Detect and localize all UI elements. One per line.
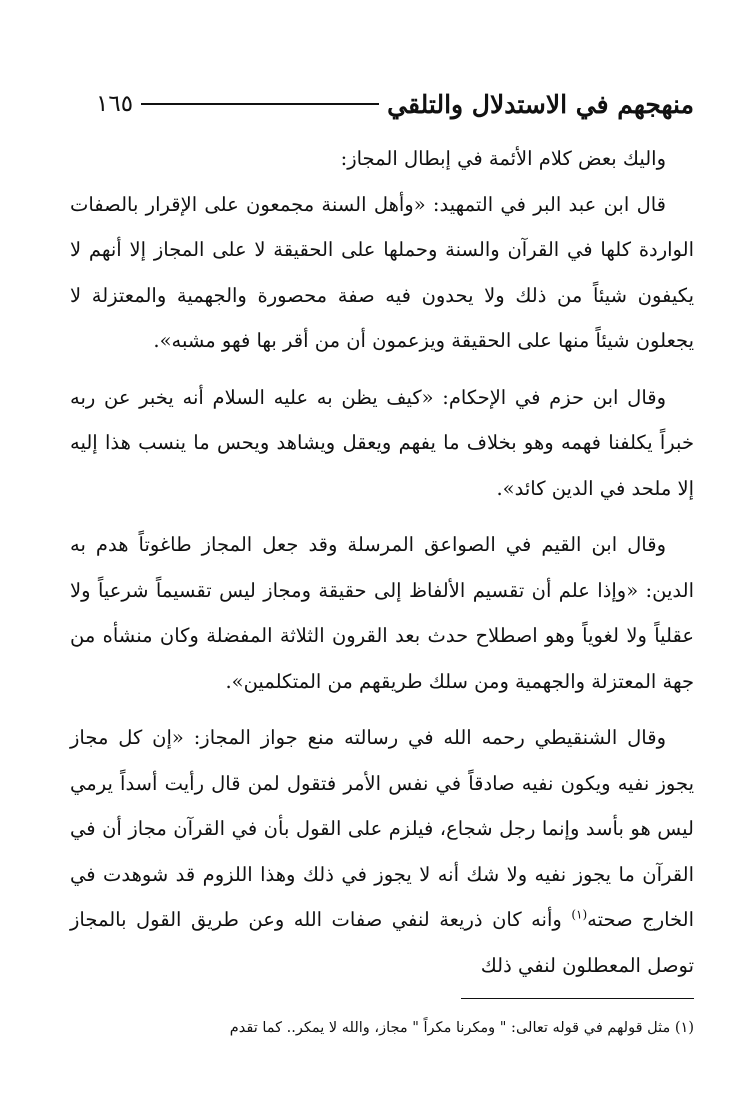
paragraph-ibn-hazm: وقال ابن حزم في الإحكام: «كيف يظن به عليه السلام أنه يخبر عن ربه خبراً يكلفنا فهمه وهو بخلاف ما يفهم ويعقل ويشاهد ويحس ما ينسب هذا إليه إلا ملحد في الدين كائد». bbox=[70, 385, 694, 500]
paragraph-intro: واليك بعض كلام الأئمة في إبطال المجاز: bbox=[340, 147, 666, 170]
footnote-marker[interactable]: (١) bbox=[571, 907, 588, 922]
footnote-separator bbox=[461, 998, 694, 999]
page-body bbox=[70, 136, 694, 988]
header-title: منهجهم في الاستدلال والتلقي bbox=[387, 89, 694, 119]
paragraph-shinqiti-tail: وأنه كان ذريعة لنفي صفات الله وعن طريق القول بالمجاز توصل المعطلون لنفي ذلك bbox=[70, 908, 694, 977]
paragraph-ibn-al-qayyim: وقال ابن القيم في الصواعق المرسلة وقد جعل المجاز طاغوتاً هدم به الدين: «وإذا علم أن تقسيم الألفاظ إلى حقيقة ومجاز ليس تقسيماً شرعياً ولا عقلياً ولا لغوياً وهو اصطلاح حدث بعد القرون الثلاثة المفضلة وكان منشأه من جهة المعتزلة والجهمية ومن سلك طريقهم من المتكلمين». bbox=[70, 533, 694, 693]
header-rule bbox=[141, 103, 379, 105]
paragraph-shinqiti bbox=[70, 715, 694, 988]
running-header bbox=[96, 82, 694, 126]
page-number: ١٦٥ bbox=[96, 91, 134, 117]
footnote: (١) مثل قولهم في قوله تعالى: " ومكرنا مكراً " مجاز، والله لا يمكر.. كما تقدم bbox=[229, 1020, 694, 1036]
paragraph-shinqiti-text: وقال الشنقيطي رحمه الله في رسالته منع جواز المجاز: «إن كل مجاز يجوز نفيه ويكون نفيه صادقاً في نفس الأمر فتقول لمن قال رأيت أسداً يرمي ليس هو بأسد وإنما رجل شجاع، فيلزم على القول بأن في القرآن مجاز أن في القرآن ما يجوز نفيه ولا شك أنه لا يجوز في ذلك وهذا اللزوم قد شوهدت في الخارج صحته bbox=[70, 726, 695, 931]
paragraph-ibn-abd-al-barr: قال ابن عبد البر في التمهيد: «وأهل السنة مجمعون على الإقرار بالصفات الواردة كلها في القرآن والسنة وحملها على الحقيقة لا على المجاز إلا أنهم لا يكيفون شيئاً من ذلك ولا يحدون فيه صفة محصورة والجهمية والمعتزلة لا يجعلون شيئاً منها على الحقيقة ويزعمون أن من أقر بها فهو مشبه». bbox=[70, 192, 694, 352]
